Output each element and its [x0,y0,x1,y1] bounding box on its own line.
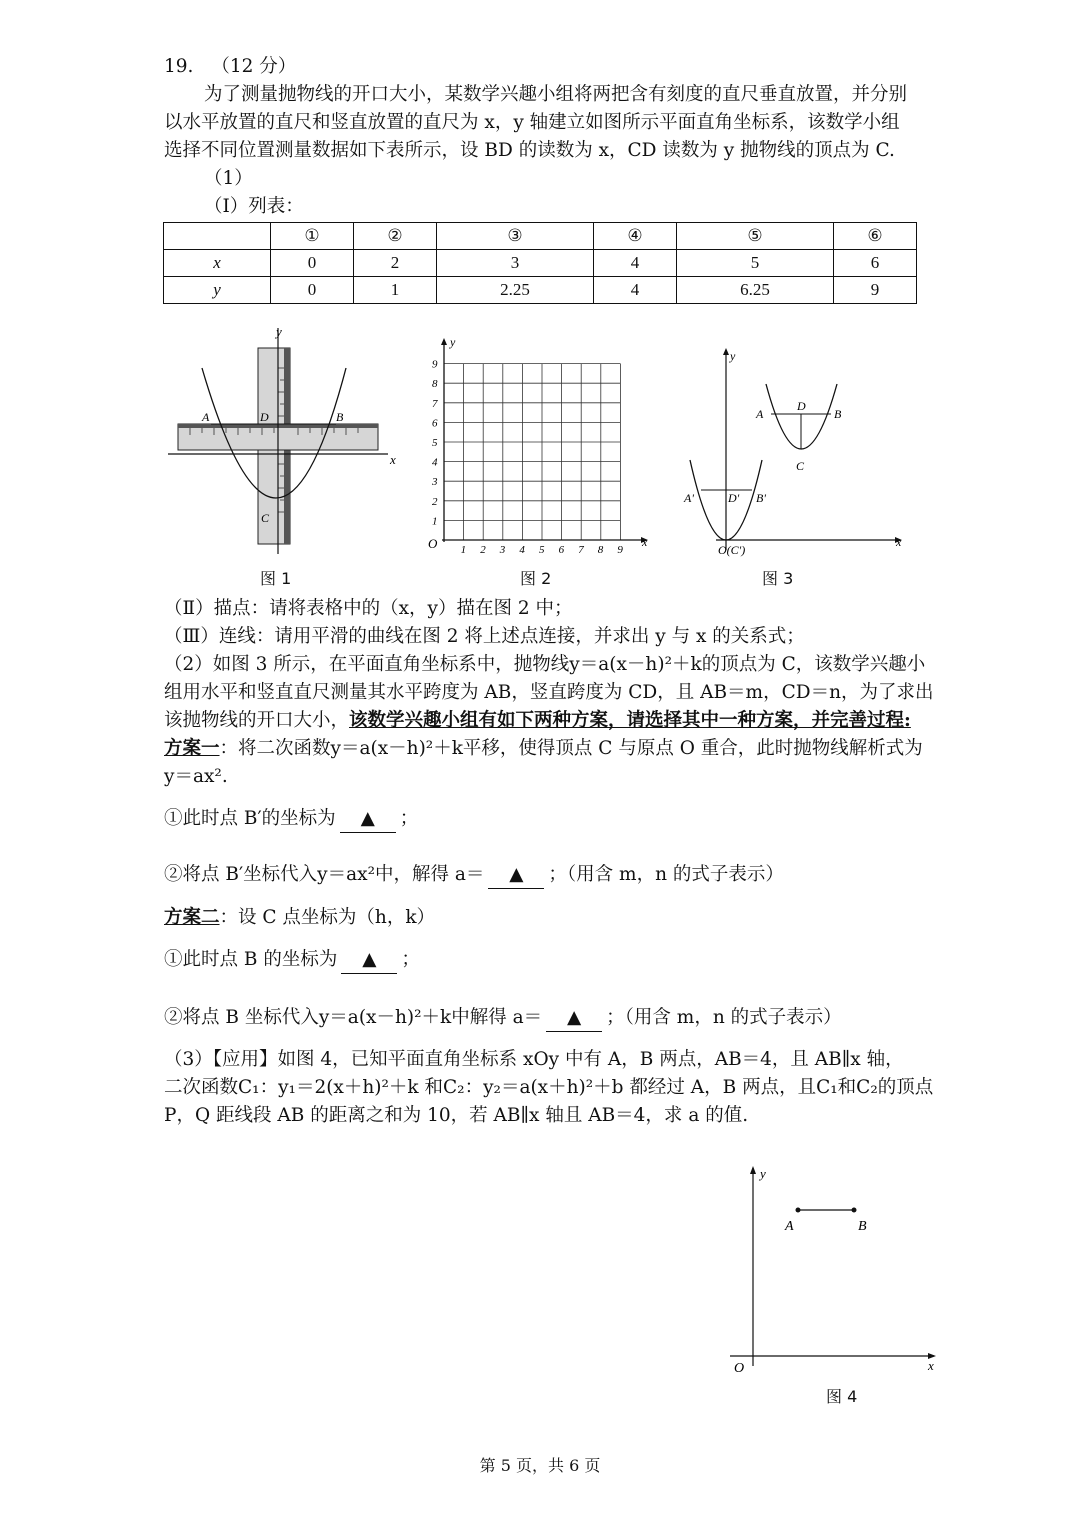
figure-2 [420,334,660,556]
step-1-label: （Ⅰ）列表： [204,196,304,217]
question-header [164,54,296,80]
data-table [163,222,917,304]
fig3-y-label: y [730,349,736,363]
table-header-cell: ① [271,223,354,250]
tick-labels [431,359,623,556]
x-tick-label: 5 [539,544,545,556]
intro-line-3: 选择不同位置测量数据如下表所示，设 BD 的读数为 x，CD 读数为 y 抛物线的顶点为 C. [164,140,895,161]
plan-2-text: ：设 C 点坐标为（h，k） [219,907,436,928]
plan-1-line [164,736,923,762]
figure-3 [664,344,914,558]
answer-blank[interactable]: ▲ [340,806,396,833]
intro-line-2: 以水平放置的直尺和竖直放置的直尺为 x，y 轴建立如图所示平面直角坐标系，该数学小组 [164,112,900,133]
y-axis-arrow [723,348,729,355]
plan-2-q1-end: ； [401,949,420,970]
y-tick-label: 2 [432,495,438,508]
plan-1-label: 方案一 [164,738,220,759]
table-row-x [164,250,917,277]
figure-1 [160,318,410,558]
y-tick-label: 5 [432,437,438,449]
figure-4 [720,1160,950,1380]
part-2-line-3 [164,708,911,734]
figure-1-caption: 图 1 [260,569,292,588]
y-axis-arrow [441,338,447,345]
fig2-origin-label: O [428,536,438,551]
fig2-x-label: x [642,535,648,549]
point-a [796,1208,801,1213]
table-header-cell: ⑥ [833,223,916,250]
part-2-line-3-plain: 该抛物线的开口大小， [164,710,350,731]
table-row-label: x [164,250,271,277]
table-cell: 3 [436,250,593,277]
plan-2-label: 方案二 [164,907,220,928]
question-number: 19. [164,56,194,77]
table-cell: 0 [271,250,354,277]
grid [444,364,620,540]
part-3-line-3: P，Q 距线段 AB 的距离之和为 10，若 AB∥x 轴且 AB＝4，求 a 的值. [164,1105,749,1126]
fig1-x-label: x [390,452,396,467]
part-2-line-2: 组用水平和竖直直尺测量其水平跨度为 AB，竖直跨度为 CD，且 AB＝m，CD＝n，为了求出 [164,682,934,703]
fig3-label-d-prime: D' [728,491,740,505]
answer-blank[interactable]: ▲ [488,862,544,889]
fig3-label-a-prime: A' [684,491,694,505]
fig4-label-a: A [785,1219,794,1234]
page-footer: 第 5 页，共 6 页 [479,1456,601,1475]
part-2-instruction-colon: : [904,710,911,731]
figure-3-caption: 图 3 [762,569,794,588]
table-cell: 6.25 [676,277,833,304]
plan-1-question-1 [164,806,418,833]
table-header-cell: ② [353,223,436,250]
table-row-y [164,277,917,304]
fig1-label-c: C [261,511,270,525]
fig1-label-d: D [260,410,269,424]
fig2-y-label: y [450,335,456,349]
y-tick-label: 3 [432,476,438,489]
y-tick-label: 9 [432,358,438,371]
part-1-label: （1） [204,168,253,189]
table-row-label: y [164,277,271,304]
table-header-cell: ③ [436,223,593,250]
fig4-label-b: B [858,1219,867,1234]
answer-blank[interactable]: ▲ [341,947,397,974]
fig3-label-b-prime: B' [756,491,766,505]
x-tick-label: 2 [480,544,486,556]
plan-2-line [164,905,435,931]
fig3-x-label: x [896,535,902,549]
table-cell: 9 [833,277,916,304]
plan-1-text: ：将二次函数y＝a(x－h)²＋k平移，使得顶点 C 与原点 O 重合，此时抛物线解析式为 [219,738,923,759]
plan-2-question-2 [164,1005,842,1032]
plan-2-q2-text: ②将点 B 坐标代入y＝a(x－h)²＋k中解得 a＝ [164,1007,543,1028]
part-2-instruction: 该数学兴趣小组有如下两种方案，请选择其中一种方案，并完善过程 [349,710,905,731]
part-3-line-1: （3）【应用】如图 4，已知平面直角坐标系 xOy 中有 A，B 两点，AB＝4，且 AB∥x 轴， [164,1049,904,1070]
y-tick-label: 6 [432,417,438,430]
plan-1-q2-text: ②将点 B′坐标代入y＝ax²中，解得 a＝ [164,864,485,885]
table-cell: 6 [833,250,916,277]
fig4-y-label: y [760,1166,766,1181]
table-header-row [164,223,917,250]
part-3-line-2: 二次函数C₁：y₁＝2(x＋h)²＋k 和C₂：y₂＝a(x＋h)²＋b 都经过 A，B 两点，且C₁和C₂的顶点 [164,1077,934,1098]
table-cell: 2.25 [436,277,593,304]
intro-line-1: 为了测量抛物线的开口大小，某数学兴趣小组将两把含有刻度的直尺垂直放置，并分别 [204,84,908,105]
table-cell: 1 [353,277,436,304]
fig3-label-b: B [834,407,842,421]
plan-2-q2-end: ；（用含 m，n 的式子表示） [606,1007,842,1028]
fig4-origin-label: O [734,1361,745,1376]
figure-2-caption: 图 2 [520,569,552,588]
answer-blank[interactable]: ▲ [546,1005,602,1032]
fig4-x-label: x [928,1358,934,1373]
y-tick-label: 1 [432,515,438,528]
plan-2-question-1 [164,947,420,974]
fig1-label-a: A [202,410,210,424]
table-header-cell: ⑤ [676,223,833,250]
plan-1-line-2: y＝ax². [164,766,228,787]
x-tick-label: 1 [460,544,467,556]
x-tick-label: 9 [617,544,623,556]
fig3-label-a: A [756,407,764,421]
plan-1-q2-end: ；（用含 m，n 的式子表示） [548,864,784,885]
fig3-label-d: D [797,399,806,413]
table-cell: 5 [676,250,833,277]
fig1-label-b: B [336,410,344,424]
step-3-text: （Ⅲ）连线：请用平滑的曲线在图 2 将上述点连接，并求出 y 与 x 的关系式； [164,626,805,647]
y-axis-arrow [750,1166,756,1174]
table-header-cell: ④ [593,223,676,250]
table-cell: 4 [593,277,676,304]
x-tick-label: 8 [597,544,604,556]
plan-2-q1-text: ①此时点 B 的坐标为 [164,949,338,970]
fig3-label-c: C [796,459,805,473]
table-cell: 0 [271,277,354,304]
step-2-text: （Ⅱ）描点：请将表格中的（x，y）描在图 2 中； [164,598,573,619]
point-b [852,1208,857,1213]
part-2-line-1: （2）如图 3 所示，在平面直角坐标系中，抛物线y＝a(x－h)²＋k的顶点为 C，该数学兴趣小 [164,654,926,675]
plan-1-question-2 [164,862,784,889]
table-cell: 4 [593,250,676,277]
y-tick-label: 7 [432,397,438,410]
table-cell: 2 [353,250,436,277]
x-tick-label: 4 [519,544,525,556]
fig1-y-label: y [276,324,282,339]
plan-1-q1-end: ； [399,808,419,829]
question-score: （12 分） [211,56,297,77]
y-tick-label: 4 [432,456,438,469]
x-tick-label: 6 [558,544,565,556]
x-tick-label: 7 [578,544,584,556]
fig3-origin-label: O(C') [718,543,746,557]
y-tick-label: 8 [432,378,438,391]
plan-1-q1-text: ①此时点 B′的坐标为 [164,808,336,829]
figure-4-caption: 图 4 [826,1387,858,1406]
table-header-cell [164,223,271,250]
x-tick-label: 3 [499,544,506,556]
